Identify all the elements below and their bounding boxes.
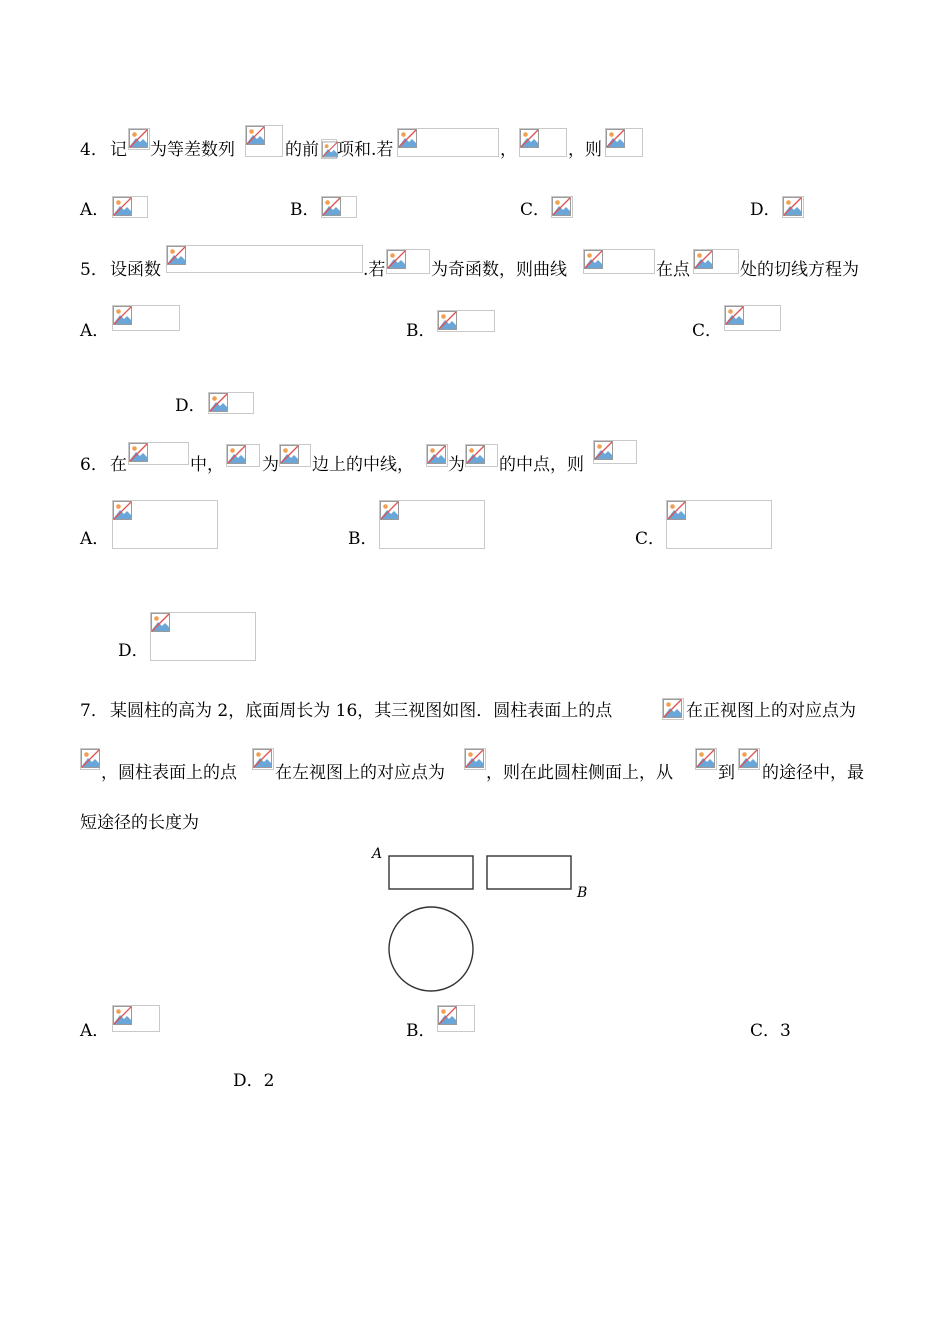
broken-image-icon bbox=[113, 501, 132, 520]
option-a-image bbox=[112, 1005, 160, 1032]
broken-image-icon bbox=[694, 250, 713, 269]
option-c-image bbox=[666, 500, 772, 549]
question-text: 的前 bbox=[285, 140, 319, 160]
broken-image-icon bbox=[783, 197, 802, 216]
formula-image bbox=[252, 748, 274, 770]
question-text: 处的切线方程为 bbox=[740, 260, 859, 280]
question-text: 到 bbox=[718, 763, 735, 783]
broken-image-icon bbox=[280, 445, 299, 464]
question-text: ，则在此圆柱侧面上，从 bbox=[486, 763, 673, 783]
formula-image bbox=[593, 440, 637, 464]
formula-image bbox=[128, 128, 150, 150]
formula-image bbox=[519, 128, 567, 157]
broken-image-icon bbox=[246, 126, 265, 145]
broken-image-icon bbox=[584, 250, 603, 269]
three-view-diagram bbox=[368, 843, 593, 998]
question-text: 为奇函数，则曲线 bbox=[431, 260, 567, 280]
broken-image-icon bbox=[113, 1006, 132, 1025]
broken-image-icon bbox=[725, 306, 744, 325]
question-text: 在正视图上的对应点为 bbox=[686, 701, 856, 721]
broken-image-icon bbox=[438, 311, 457, 330]
formula-image bbox=[386, 249, 430, 274]
broken-image-icon bbox=[129, 129, 148, 148]
broken-image-icon bbox=[663, 699, 682, 718]
formula-image bbox=[226, 444, 260, 467]
formula-image bbox=[166, 245, 363, 273]
formula-image bbox=[279, 444, 311, 467]
broken-image-icon bbox=[227, 445, 246, 464]
question-number: 4． bbox=[80, 140, 108, 160]
option-c-image bbox=[724, 305, 781, 331]
formula-image bbox=[583, 249, 655, 274]
option-b-label: B． bbox=[406, 1021, 436, 1041]
broken-image-icon bbox=[466, 445, 485, 464]
option-d-image bbox=[150, 612, 256, 661]
side-view-rect bbox=[487, 856, 571, 889]
question-text: ，圆柱表面上的点 bbox=[101, 763, 237, 783]
option-a-image bbox=[112, 196, 148, 218]
formula-image bbox=[245, 125, 283, 157]
question-text: 在 bbox=[110, 455, 127, 475]
broken-image-icon bbox=[322, 140, 338, 159]
broken-image-icon bbox=[113, 197, 132, 216]
formula-image bbox=[397, 128, 499, 157]
formula-image bbox=[465, 444, 498, 467]
option-d-image bbox=[208, 392, 254, 414]
question-text: 项和.若 bbox=[337, 140, 394, 160]
question-text: 为 bbox=[448, 455, 465, 475]
option-d-label: D． bbox=[175, 396, 206, 416]
formula-image bbox=[693, 249, 739, 274]
broken-image-icon bbox=[398, 129, 417, 148]
broken-image-icon bbox=[739, 749, 758, 768]
option-d-image bbox=[782, 196, 804, 218]
broken-image-icon bbox=[253, 749, 272, 768]
option-b-image bbox=[379, 500, 485, 549]
option-a-image bbox=[112, 305, 180, 331]
option-b-image bbox=[321, 196, 357, 218]
broken-image-icon bbox=[594, 441, 613, 460]
question-text: 记 bbox=[110, 140, 127, 160]
broken-image-icon bbox=[387, 250, 406, 269]
option-d-label: D．2 bbox=[233, 1071, 275, 1091]
question-text: 的中点，则 bbox=[499, 455, 584, 475]
formula-image bbox=[321, 139, 337, 159]
option-a-label: A． bbox=[80, 1021, 110, 1041]
formula-image bbox=[605, 128, 643, 157]
option-c-label: C． bbox=[520, 200, 551, 220]
option-b-image bbox=[437, 310, 495, 332]
broken-image-icon bbox=[696, 749, 715, 768]
option-c-label: C．3 bbox=[750, 1021, 791, 1041]
question-text: ，则 bbox=[568, 140, 602, 160]
option-a-label: A． bbox=[80, 529, 110, 549]
option-c-label: C． bbox=[635, 529, 666, 549]
option-a-label: A． bbox=[80, 200, 110, 220]
broken-image-icon bbox=[380, 501, 399, 520]
option-a-image bbox=[112, 500, 218, 549]
question-text: 为 bbox=[262, 455, 279, 475]
formula-image bbox=[128, 442, 189, 465]
question-text: 边上的中线， bbox=[312, 455, 414, 475]
question-number: 7． bbox=[80, 701, 108, 721]
option-c-image bbox=[551, 196, 573, 218]
formula-image bbox=[464, 748, 486, 770]
formula-image bbox=[426, 444, 448, 467]
formula-image bbox=[80, 748, 100, 770]
question-text: 的途径中，最 bbox=[762, 763, 864, 783]
question-number: 5． bbox=[80, 260, 108, 280]
broken-image-icon bbox=[81, 749, 100, 768]
formula-image bbox=[662, 698, 684, 720]
broken-image-icon bbox=[113, 306, 132, 325]
question-number: 6． bbox=[80, 455, 108, 475]
option-b-label: B． bbox=[406, 321, 436, 341]
option-b-label: B． bbox=[290, 200, 320, 220]
top-view-circle bbox=[389, 907, 473, 991]
point-b-label: B bbox=[577, 885, 588, 901]
broken-image-icon bbox=[465, 749, 484, 768]
question-text: ， bbox=[500, 140, 517, 160]
broken-image-icon bbox=[667, 501, 686, 520]
option-b-label: B． bbox=[348, 529, 378, 549]
option-c-label: C． bbox=[692, 321, 723, 341]
broken-image-icon bbox=[322, 197, 341, 216]
broken-image-icon bbox=[427, 445, 446, 464]
option-a-label: A． bbox=[80, 321, 110, 341]
broken-image-icon bbox=[167, 246, 186, 265]
point-a-label: A bbox=[372, 846, 383, 862]
broken-image-icon bbox=[151, 613, 170, 632]
broken-image-icon bbox=[552, 197, 571, 216]
broken-image-icon bbox=[606, 129, 625, 148]
question-text: 中， bbox=[190, 455, 224, 475]
broken-image-icon bbox=[438, 1006, 457, 1025]
broken-image-icon bbox=[520, 129, 539, 148]
formula-image bbox=[738, 748, 760, 770]
broken-image-icon bbox=[209, 393, 228, 412]
question-text: 在左视图上的对应点为 bbox=[275, 763, 445, 783]
option-d-label: D． bbox=[118, 641, 149, 661]
question-text: .若 bbox=[363, 260, 386, 280]
front-view-rect bbox=[389, 856, 473, 889]
question-text: 设函数 bbox=[110, 260, 161, 280]
question-text: 在点 bbox=[656, 260, 690, 280]
question-text: 某圆柱的高为 2，底面周长为 16，其三视图如图．圆柱表面上的点 bbox=[110, 701, 613, 721]
broken-image-icon bbox=[129, 443, 148, 462]
question-text: 为等差数列 bbox=[150, 140, 235, 160]
question-text: 短途径的长度为 bbox=[80, 813, 199, 833]
option-d-label: D． bbox=[750, 200, 781, 220]
option-b-image bbox=[437, 1005, 475, 1032]
formula-image bbox=[695, 748, 717, 770]
